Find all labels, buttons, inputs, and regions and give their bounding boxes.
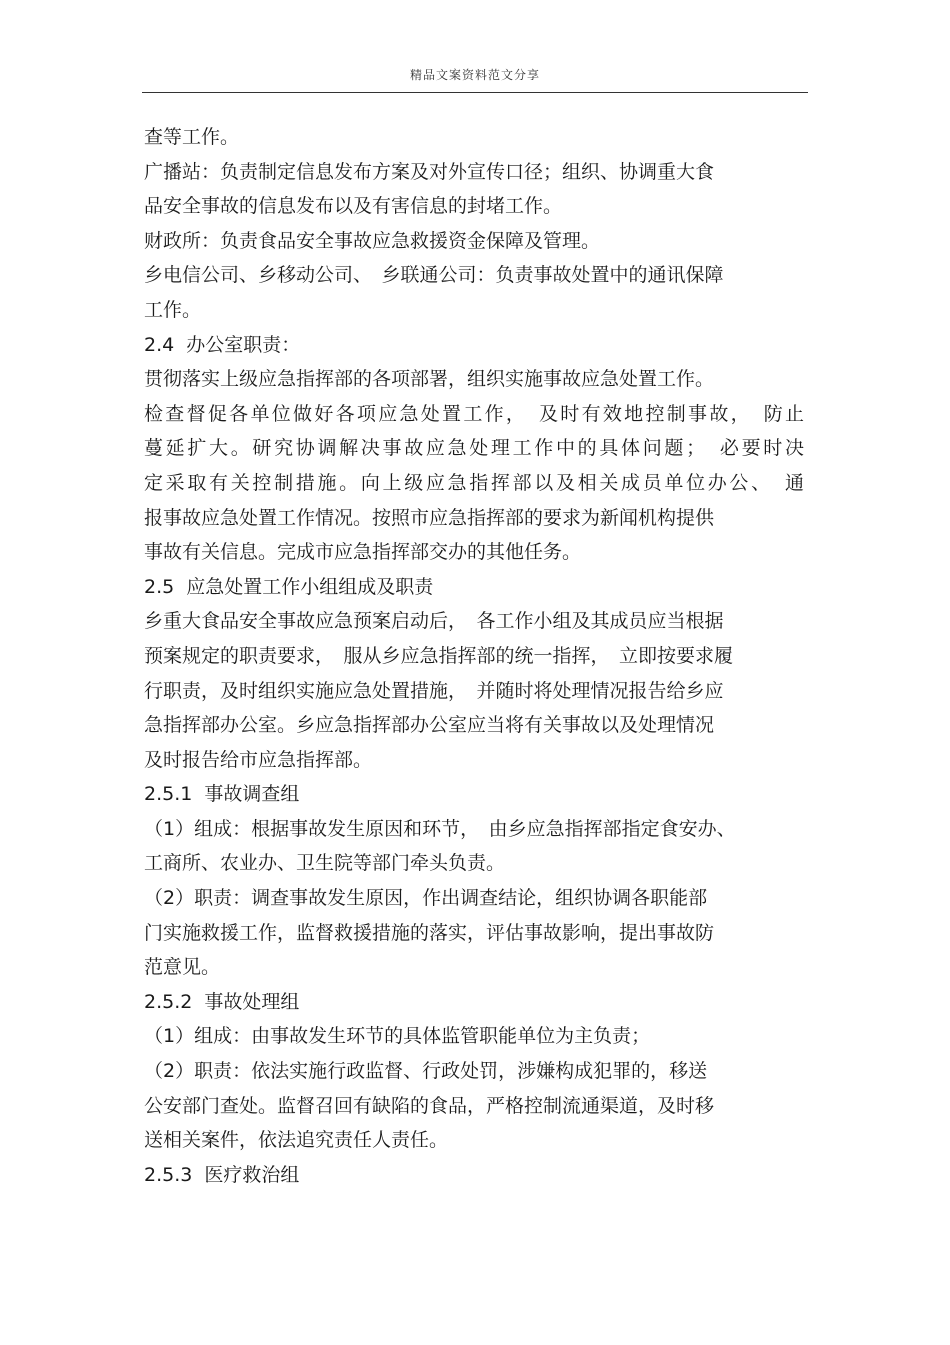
text-line: 行职责，及时组织实施应急处置措施， 并随时将处理情况报告给乡应 xyxy=(144,679,724,702)
text-line: 工商所、农业办、卫生院等部门牵头负责。 xyxy=(144,852,506,875)
text-line: （2）职责：依法实施行政监督、行政处罚，涉嫌构成犯罪的，移送 xyxy=(144,1060,708,1083)
page-header xyxy=(142,64,808,93)
text-line: 乡电信公司、乡移动公司、 乡联通公司：负责事故处置中的通讯保障 xyxy=(144,264,724,287)
text-line: 工作。 xyxy=(144,298,202,321)
text-line: 贯彻落实上级应急指挥部的各项部署，组织实施事故应急处置工作。 xyxy=(144,368,715,391)
text-line: 范意见。 xyxy=(144,956,221,979)
text-line: 事故有关信息。完成市应急指挥部交办的其他任务。 xyxy=(144,541,582,564)
text-line: 2.5 应急处置工作小组组成及职责 xyxy=(144,575,434,598)
text-line: 乡重大食品安全事故应急预案启动后， 各工作小组及其成员应当根据 xyxy=(144,610,724,633)
text-line: （1）组成：根据事故发生原因和环节， 由乡应急指挥部指定食安办、 xyxy=(144,817,736,840)
text-line: 广播站：负责制定信息发布方案及对外宣传口径；组织、协调重大食 xyxy=(144,160,715,183)
text-line: 报事故应急处置工作情况。按照市应急指挥部的要求为新闻机构提供 xyxy=(144,506,715,529)
text-line: 及时报告给市应急指挥部。 xyxy=(144,748,373,771)
text-line: 2.5.1 事故调查组 xyxy=(144,783,300,806)
header-text: 精品文案资料范文分享 xyxy=(409,68,540,82)
text-line: 2.5.2 事故处理组 xyxy=(144,990,300,1013)
text-line: 2.5.3 医疗救治组 xyxy=(144,1163,300,1186)
text-line: 品安全事故的信息发布以及有害信息的封堵工作。 xyxy=(144,195,563,218)
text-line: 检查督促各单位做好各项应急处置工作， 及时有效地控制事故， 防止 xyxy=(144,402,804,425)
text-line: 查等工作。 xyxy=(144,126,240,148)
text-line: 门实施救援工作，监督救援措施的落实，评估事故影响，提出事故防 xyxy=(144,921,715,944)
text-line: 预案规定的职责要求， 服从乡应急指挥部的统一指挥， 立即按要求履 xyxy=(144,644,734,667)
text-line: （2）职责：调查事故发生原因，作出调查结论，组织协调各职能部 xyxy=(144,887,708,910)
text-line: 公安部门查处。监督召回有缺陷的食品，严格控制流通渠道，及时移 xyxy=(144,1094,715,1117)
text-line: 送相关案件，依法追究责任人责任。 xyxy=(144,1129,449,1152)
text-line: 2.4 办公室职责： xyxy=(144,333,301,356)
text-line: 蔓延扩大。研究协调解决事故应急处理工作中的具体问题； 必要时决 xyxy=(144,437,804,460)
document-body xyxy=(144,120,812,1192)
text-line: 财政所：负责食品安全事故应急救援资金保障及管理。 xyxy=(144,229,601,252)
text-line: （1）组成：由事故发生环节的具体监管职能单位为主负责； xyxy=(144,1025,651,1048)
text-line: 急指挥部办公室。乡应急指挥部办公室应当将有关事故以及处理情况 xyxy=(144,714,715,737)
text-line: 定采取有关控制措施。向上级应急指挥部以及相关成员单位办公、 通 xyxy=(144,471,804,494)
